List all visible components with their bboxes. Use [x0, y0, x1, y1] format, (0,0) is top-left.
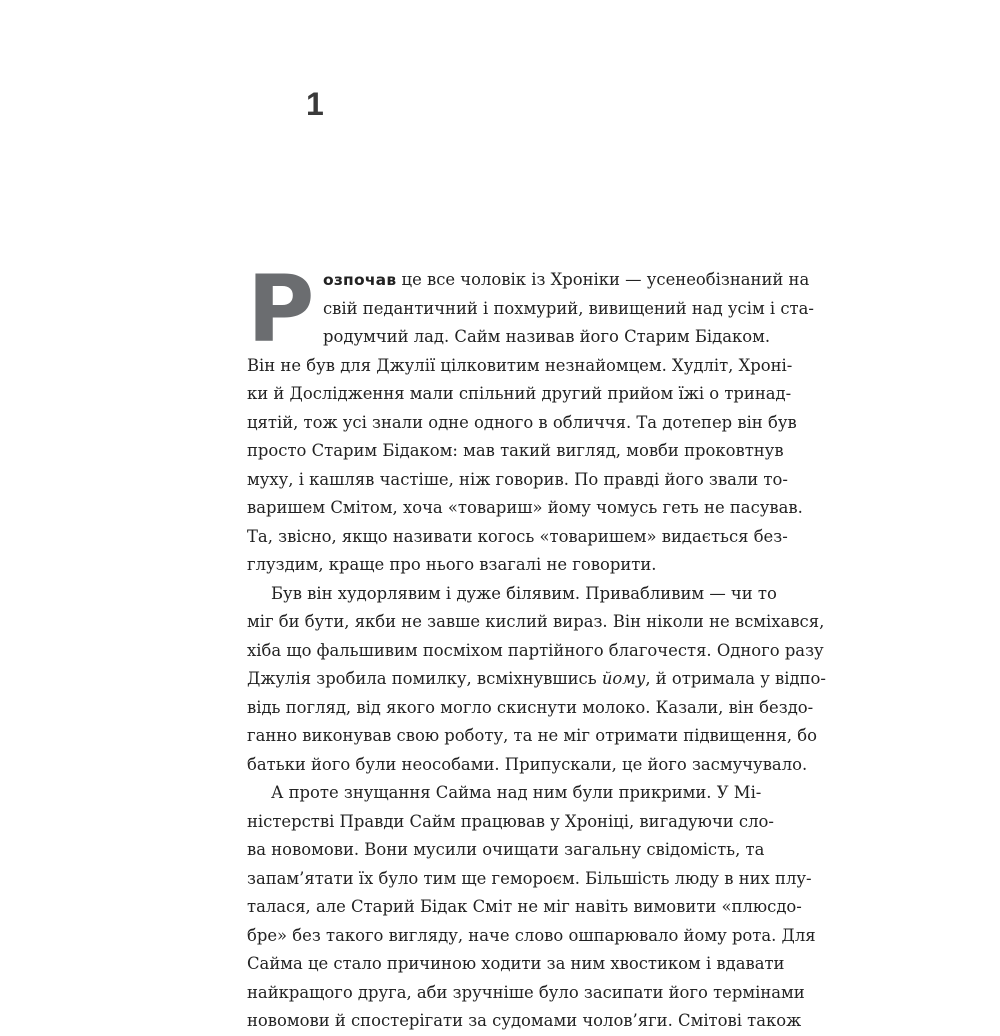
text-line: міг би бути, якби не завше кислий вираз. Він ніколи не всміхався, [247, 612, 825, 631]
text-line: новомови й спостерігати за судомами чолов’яги. Смітові також [247, 1011, 802, 1030]
text-line: Він не був для Джулії цілковитим незнайомцем. Худліт, Хроні- [247, 355, 793, 375]
lead-word: озпочав [323, 271, 397, 289]
text-line: запам’ятати їх було тим ще гемороєм. Більшість люду в них плу- [247, 868, 812, 888]
text-line: муху, і кашляв частіше, ніж говорив. По правді його звали то- [247, 469, 788, 489]
text-line: ганно виконував свою роботу, та не міг отримати підвищення, бо [247, 726, 817, 745]
text-line: хіба що фальшивим посміхом партійного благочестя. Одного разу [247, 640, 824, 660]
text-line: просто Старим Бідаком: мав такий вигляд, мовби проковтнув [247, 441, 784, 460]
text-line: бре» без такого вигляду, наче слово ошпарювало йому рота. Для [247, 925, 816, 945]
text-line [247, 266, 810, 295]
text-line-content: Джулія зробила помилку, всміхнувшись [247, 669, 602, 688]
text-line: глуздим, краще про нього взагалі не говорити. [247, 555, 657, 574]
italic-word: йому [601, 669, 646, 688]
text-line: талася, але Старий Бідак Сміт не міг навіть вимовити «плюсдо- [247, 897, 802, 916]
text-line: Сайма це стало причиною ходити за ним хвостиком і вдавати [247, 954, 785, 973]
text-line: варишем Смітом, хоча «товариш» йому чомусь геть не пасував. [247, 498, 803, 517]
text-line: найкращого друга, аби зручніше було засипати його термінами [247, 982, 805, 1002]
text-line [247, 665, 826, 694]
text-line: батьки його були неособами. Припускали, це його засмучувало. [247, 754, 808, 774]
text-line: ки й Дослідження мали спільний другий прийом їжі о тринад- [247, 384, 792, 403]
text-line: ва новомови. Вони мусили очищати загальну свідомість, та [247, 840, 765, 859]
text-line: відь погляд, від якого могло скиснути молоко. Казали, він бездо- [247, 697, 814, 717]
text-line: свій педантичний і похмурий, вивищений над усім і ста- [323, 298, 814, 318]
text-line: цятій, тож усі знали одне одного в обличчя. Та дотепер він був [247, 412, 797, 432]
text-line: ністерстві Правди Сайм працював у Хроніці, вигадуючи сло- [247, 811, 774, 831]
text-line-content: це все чоловік із Хроніки — усенеобізнаний на [396, 270, 810, 289]
text-line: родумчий лад. Сайм називав його Старим Бідаком. [323, 327, 771, 346]
text-line: Та, звісно, якщо називати когось «товаришем» видається без- [247, 526, 788, 546]
drop-cap-letter: Р [247, 256, 315, 363]
chapter-text [247, 256, 826, 1036]
text-line: Був він худорлявим і дуже білявим. Привабливим — чи то [271, 583, 777, 603]
text-line: А проте знущання Сайма над ним були прикрими. У Мі- [271, 783, 762, 802]
chapter-number: 1 [306, 86, 324, 122]
text-line-content: , й отримала у відпо- [645, 669, 826, 688]
